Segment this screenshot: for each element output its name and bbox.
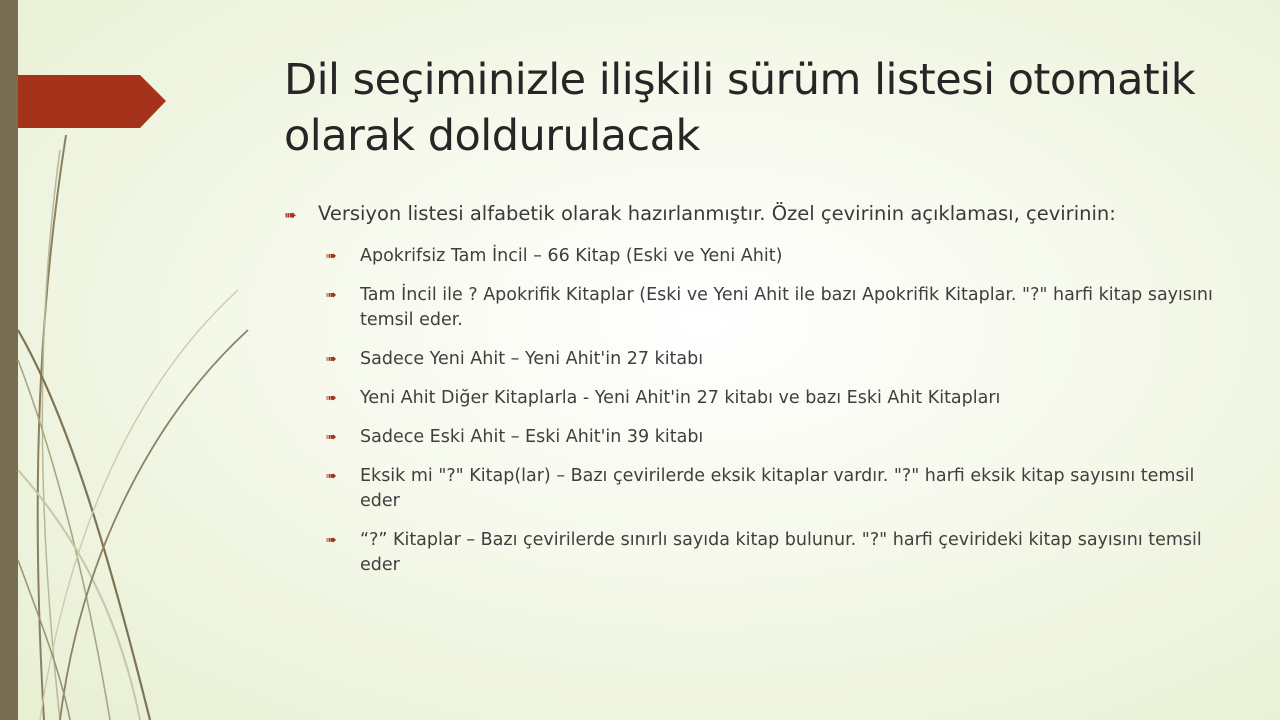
intro-bullet — [284, 200, 1214, 228]
decorative-leaves — [0, 0, 320, 720]
intro-text: Versiyon listesi alfabetik olarak hazırlanmıştır. Özel çevirinin açıklaması, çevirinin: — [318, 202, 1116, 225]
list-item — [326, 386, 1214, 411]
list-item — [326, 244, 1214, 269]
list-item-text: Apokrifsiz Tam İncil – 66 Kitap (Eski ve Yeni Ahit) — [360, 246, 783, 266]
list-item-text: Tam İncil ile ? Apokrifik Kitaplar (Eski ve Yeni Ahit ile bazı Apokrifik Kitaplar. "?" harfi kitap sayısını temsil eder. — [360, 285, 1213, 330]
arrow-bullet-icon: ➠ — [326, 533, 337, 548]
list-item-text: Eksik mi "?" Kitap(lar) – Bazı çevirilerde eksik kitaplar vardır. "?" harfi eksik kitap sayısını temsil eder — [360, 466, 1195, 511]
list-item — [326, 425, 1214, 450]
arrow-bullet-icon: ➠ — [326, 288, 337, 303]
list-item-text: Yeni Ahit Diğer Kitaplarla - Yeni Ahit'in 27 kitabı ve bazı Eski Ahit Kitapları — [360, 388, 1001, 408]
slide-title: Dil seçiminizle ilişkili sürüm listesi otomatik olarak doldurulacak — [284, 55, 1196, 161]
list-item — [326, 528, 1214, 578]
arrow-bullet-icon: ➠ — [326, 352, 337, 367]
arrow-bullet-icon: ➠ — [326, 391, 337, 406]
list-item — [326, 283, 1214, 333]
arrow-bullet-icon: ➠ — [326, 469, 337, 484]
arrow-bullet-icon: ➠ — [326, 249, 337, 264]
list-item-text: Sadece Yeni Ahit – Yeni Ahit'in 27 kitabı — [360, 349, 704, 369]
arrow-bullet-icon: ➠ — [284, 206, 297, 224]
slide-content — [284, 200, 1214, 592]
list-item-text: Sadece Eski Ahit – Eski Ahit'in 39 kitabı — [360, 427, 704, 447]
arrow-bullet-icon: ➠ — [326, 430, 337, 445]
list-item-text: “?” Kitaplar – Bazı çevirilerde sınırlı sayıda kitap bulunur. "?" harfi çevirideki kitap sayısını temsil eder — [360, 530, 1202, 575]
list-item — [326, 347, 1214, 372]
list-item — [326, 464, 1214, 514]
